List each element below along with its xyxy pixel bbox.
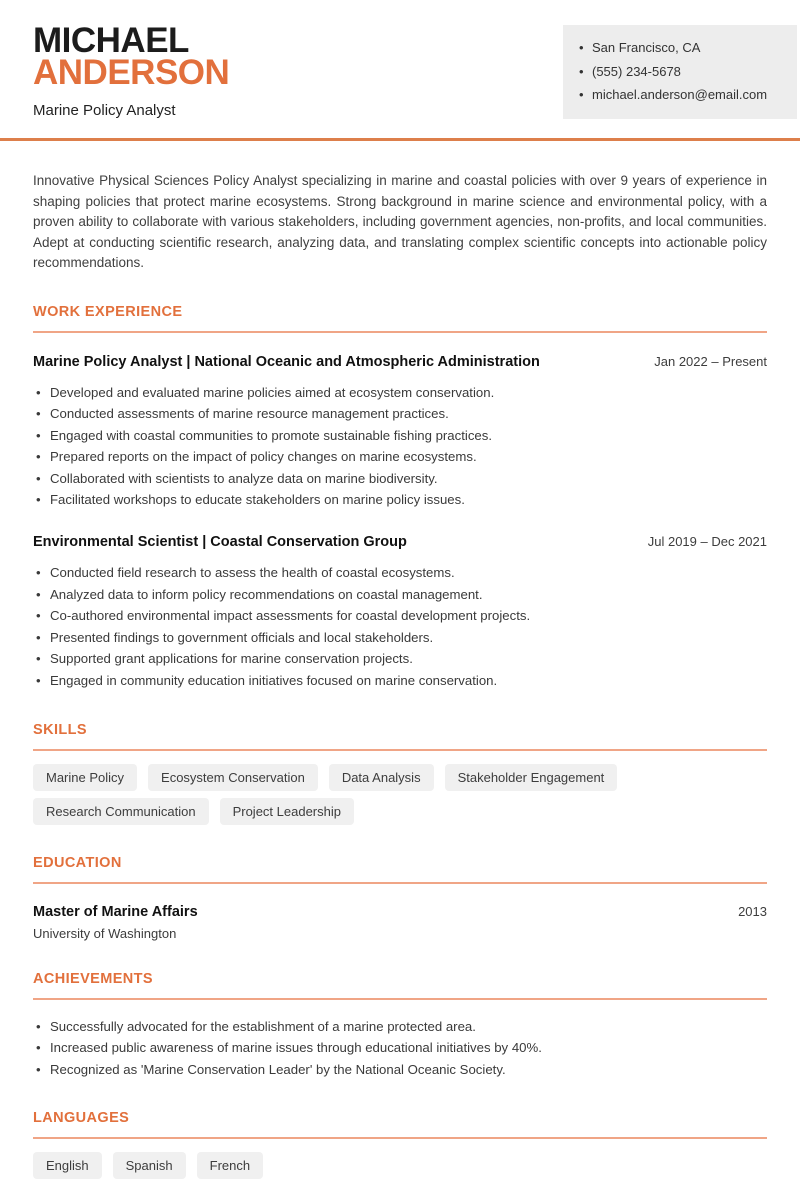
- job-bullet: • Supported grant applications for marine conservation projects.: [33, 648, 767, 670]
- section-languages: [33, 1110, 767, 1179]
- education-entry: [33, 904, 767, 920]
- section-education: [33, 855, 767, 941]
- section-work-experience: [33, 304, 767, 692]
- section-skills: [33, 722, 767, 825]
- section-divider: [33, 882, 767, 884]
- section-divider: [33, 998, 767, 1000]
- language-tag: French: [197, 1152, 263, 1179]
- contact-location: • San Francisco, CA: [579, 36, 781, 60]
- achievements-bullet-list: [33, 1016, 767, 1081]
- header-job-title: Marine Policy Analyst: [33, 102, 176, 119]
- job-bullet: • Collaborated with scientists to analyze data on marine biodiversity.: [33, 468, 767, 490]
- job-bullet: • Facilitated workshops to educate stakeholders on marine policy issues.: [33, 489, 767, 511]
- last-name: ANDERSON: [33, 53, 230, 92]
- skill-tag: Stakeholder Engagement: [445, 764, 618, 791]
- education-year: 2013: [738, 903, 767, 919]
- section-achievements: [33, 971, 767, 1081]
- job-bullet: • Developed and evaluated marine policies aimed at ecosystem conservation.: [33, 382, 767, 404]
- language-tag: Spanish: [113, 1152, 186, 1179]
- achievements-heading: ACHIEVEMENTS: [33, 970, 154, 987]
- job-bullet: • Engaged with coastal communities to promote sustainable fishing practices.: [33, 425, 767, 447]
- skill-tag: Research Communication: [33, 798, 209, 825]
- job-bullet: • Analyzed data to inform policy recommendations on coastal management.: [33, 584, 767, 606]
- contact-box: [563, 25, 797, 119]
- achievement-bullet: • Increased public awareness of marine issues through educational initiatives by 40%.: [33, 1037, 767, 1059]
- section-divider: [33, 1137, 767, 1139]
- job-bullet: • Prepared reports on the impact of policy changes on marine ecosystems.: [33, 446, 767, 468]
- education-heading: EDUCATION: [33, 854, 122, 871]
- contact-email: • michael.anderson@email.com: [579, 83, 781, 107]
- job-bullet-list: [33, 382, 767, 512]
- skill-tag: Data Analysis: [329, 764, 434, 791]
- job-title-company: Environmental Scientist | Coastal Conservation Group: [33, 534, 407, 551]
- skill-tag: Marine Policy: [33, 764, 137, 791]
- job-bullet: • Conducted field research to assess the health of coastal ecosystems.: [33, 562, 767, 584]
- first-name: MICHAEL: [33, 21, 189, 60]
- skills-tag-list: [33, 764, 767, 825]
- skill-tag: Project Leadership: [220, 798, 354, 825]
- languages-heading: LANGUAGES: [33, 1110, 130, 1127]
- job-title-company: Marine Policy Analyst | National Oceanic and Atmospheric Administration: [33, 353, 540, 370]
- job-dates: Jan 2022 – Present: [654, 353, 767, 369]
- skills-heading: SKILLS: [33, 721, 87, 738]
- contact-phone: • (555) 234-5678: [579, 60, 781, 84]
- job-header: [33, 354, 767, 370]
- header-divider: [0, 138, 800, 141]
- section-divider: [33, 331, 767, 333]
- languages-tag-list: [33, 1152, 767, 1179]
- job-bullet: • Conducted assessments of marine resource management practices.: [33, 403, 767, 425]
- education-school: University of Washington: [33, 925, 177, 941]
- section-divider: [33, 749, 767, 751]
- achievement-bullet: • Recognized as 'Marine Conservation Leader' by the National Oceanic Society.: [33, 1059, 767, 1081]
- summary-paragraph: Innovative Physical Sciences Policy Analyst specializing in marine and coastal policies with over 9 years of experience in shaping policies that protect marine ecosystems. Strong background in marine science and environmental policy, with a proven ability to collaborate with various stakeholders, including government agencies, non-profits, and local communities. Adept at conducting scientific research, analyzing data, and translating complex scientific concepts into actionable policy recommendations.: [33, 173, 767, 270]
- job-bullet: • Engaged in community education initiatives focused on marine conservation.: [33, 670, 767, 692]
- language-tag: English: [33, 1152, 102, 1179]
- job-bullet: • Co-authored environmental impact assessments for coastal development projects.: [33, 605, 767, 627]
- job-entry: [33, 534, 767, 692]
- education-degree: Master of Marine Affairs: [33, 903, 198, 920]
- achievement-bullet: • Successfully advocated for the establishment of a marine protected area.: [33, 1016, 767, 1038]
- job-bullet: • Presented findings to government officials and local stakeholders.: [33, 627, 767, 649]
- resume-header: [0, 0, 800, 119]
- job-entry: [33, 354, 767, 512]
- job-bullet-list: [33, 562, 767, 692]
- job-dates: Jul 2019 – Dec 2021: [647, 534, 767, 550]
- skill-tag: Ecosystem Conservation: [148, 764, 318, 791]
- job-header: [33, 534, 767, 550]
- work-experience-heading: WORK EXPERIENCE: [33, 303, 183, 320]
- resume-body: [0, 171, 800, 1179]
